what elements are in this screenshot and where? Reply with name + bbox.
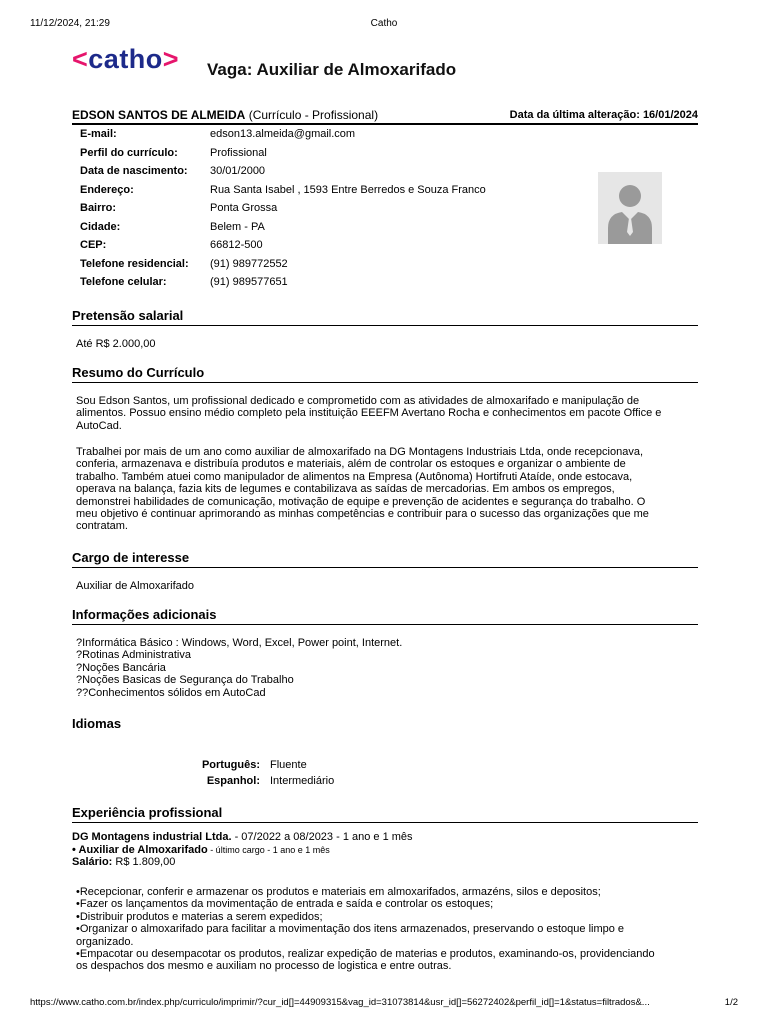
footer-url: https://www.catho.com.br/index.php/curriculo/imprimir/?cur_id[]=44909315&vag_id=31073814&usr_id[]=56272402&perfil_id[]=1&status=filtrados&... xyxy=(30,997,650,1008)
duties-list xyxy=(76,886,655,973)
language-level: Fluente xyxy=(270,759,307,771)
print-datetime: 11/12/2024, 21:29 xyxy=(30,18,110,29)
info-value: 66812-500 xyxy=(210,239,263,251)
info-label: Data de nascimento: xyxy=(80,165,188,177)
summary-paragraph-1 xyxy=(76,395,661,432)
section-additional-heading: Informações adicionais xyxy=(72,607,698,625)
info-value: Belem - PA xyxy=(210,220,265,233)
info-value: Rua Santa Isabel , 1593 Entre Berredos e Souza Franco xyxy=(210,183,486,196)
summary-line: demonstrei habilidades de comunicação, motivação de equipe e prevenção de acidentes e segurança do trabalho. O xyxy=(76,495,646,508)
summary-line: Sou Edson Santos, um profissional dedicado e comprometido com as atividades de almoxarifado e manipulação de xyxy=(76,395,640,407)
additional-list xyxy=(76,637,402,699)
info-row-district xyxy=(80,202,486,221)
role-note: - último cargo - 1 ano e 1 mês xyxy=(207,844,330,855)
duty-item: organizado. xyxy=(76,935,134,948)
experience-role-row xyxy=(72,844,413,857)
info-label: Bairro: xyxy=(80,202,117,214)
print-header xyxy=(30,18,738,32)
summary-line: alimentos. Possuo ensino médio completo pela instituição EEEFM Avertano Rocha e conhecimentos em pacote Office e xyxy=(76,407,662,420)
experience-entry xyxy=(72,831,413,869)
job-title: Vaga: Auxiliar de Almoxarifado xyxy=(207,60,457,79)
candidate-header xyxy=(72,108,698,125)
section-salary-heading: Pretensão salarial xyxy=(72,308,698,326)
language-level: Intermediário xyxy=(270,775,335,787)
info-row-birthdate xyxy=(80,165,486,184)
person-avatar-icon xyxy=(598,172,662,244)
logo-left-chevron: < xyxy=(72,44,89,74)
duty-item: •Distribuir produtos e materias a serem expedidos; xyxy=(76,910,323,923)
language-name: Português: xyxy=(201,759,260,771)
candidate-name: EDSON SANTOS DE ALMEIDA xyxy=(72,108,246,122)
summary-paragraph-2 xyxy=(76,446,649,533)
experience-company-row xyxy=(72,831,413,844)
info-label: Cidade: xyxy=(80,220,121,233)
duty-item: •Fazer os lançamentos da movimentação de entrada e saída e controlar os estoques; xyxy=(76,898,494,911)
info-value: (91) 989772552 xyxy=(210,257,288,270)
section-languages-heading: Idiomas xyxy=(72,716,122,731)
duty-item: •Organizar o almoxarifado para facilitar a movimentação dos itens armazenados, preservando o estoque limpo e xyxy=(76,923,625,936)
info-value: edson13.almeida@gmail.com xyxy=(210,128,356,140)
catho-logo xyxy=(72,44,179,75)
section-experience-heading: Experiência profissional xyxy=(72,805,698,823)
info-value: (91) 989577651 xyxy=(210,276,288,288)
info-row-profile xyxy=(80,147,486,166)
summary-line: Trabalhei por mais de um ano como auxiliar de almoxarifado na DG Montagens Industriais Ltda, onde recepcionava, xyxy=(76,446,644,458)
info-value: Ponta Grossa xyxy=(210,202,278,214)
experience-salary: R$ 1.809,00 xyxy=(112,856,176,868)
info-row-home-phone xyxy=(80,258,486,277)
additional-item: ?Informática Básico : Windows, Word, Excel, Power point, Internet. xyxy=(76,637,403,649)
info-label: Telefone residencial: xyxy=(80,257,189,270)
info-row-zip xyxy=(80,239,486,258)
last-update: Data da última alteração: 16/01/2024 xyxy=(509,109,698,121)
info-value: Profissional xyxy=(210,146,267,159)
info-row-address xyxy=(80,184,486,203)
info-label: Perfil do currículo: xyxy=(80,146,178,159)
section-interest-heading: Cargo de interesse xyxy=(72,550,698,568)
role-title: • Auxiliar de Almoxarifado xyxy=(72,843,208,856)
logo-right-chevron: > xyxy=(162,44,180,74)
profile-photo-placeholder xyxy=(598,172,662,244)
print-title: Catho xyxy=(370,18,398,29)
info-row-mobile-phone xyxy=(80,276,486,295)
summary-line: operava na balança, fazia kits de legumes e contabilizava as saídas de mercadorias. Em ambos os empregos, xyxy=(76,483,615,496)
additional-item: ??Conhecimentos sólidos em AutoCad xyxy=(76,686,266,699)
info-label: E-mail: xyxy=(80,128,117,140)
summary-line: contratam. xyxy=(76,520,128,533)
additional-item: ?Noções Bancária xyxy=(76,661,166,674)
interest-value: Auxiliar de Almoxarifado xyxy=(76,580,195,592)
language-name: Espanhol: xyxy=(206,775,260,787)
info-value: 30/01/2000 xyxy=(210,165,266,177)
profile-type: (Currículo - Profissional) xyxy=(248,108,379,122)
duty-item: •Recepcionar, conferir e armazenar os produtos e materiais em almoxarifados, armazéns, silos e depositos; xyxy=(76,886,601,898)
info-label: Telefone celular: xyxy=(80,276,167,288)
additional-item: ?Noções Basicas de Segurança do Trabalho xyxy=(76,674,294,687)
additional-item: ?Rotinas Administrativa xyxy=(76,649,191,662)
summary-line: trabalho. Também atuei como manipulador de alimentos na Empresa (Autônoma) Hortifruti Ataíde, onde estocava, xyxy=(76,470,633,483)
page-number: 1/2 xyxy=(724,997,738,1008)
info-row-email xyxy=(80,128,486,147)
language-row xyxy=(160,775,334,791)
duty-item: os despachos dos mesmo e auxiliam no processo de logistica e entre outras. xyxy=(76,960,452,973)
summary-line: AutoCad. xyxy=(76,419,122,432)
info-label: CEP: xyxy=(80,239,107,251)
experience-period: - 07/2022 a 08/2023 - 1 ano e 1 mês xyxy=(231,831,413,843)
language-row xyxy=(160,759,334,775)
company-name: DG Montagens industrial Ltda. xyxy=(72,831,232,843)
summary-line: conferia, armazenava e distribuía produtos e materiais, além de controlar os estoques e organizar o ambiente de xyxy=(76,458,626,471)
logo-word: catho xyxy=(88,44,163,74)
info-label: Endereço: xyxy=(80,183,134,196)
experience-salary-row xyxy=(72,856,413,869)
languages-list xyxy=(160,759,334,791)
salary-value: Até R$ 2.000,00 xyxy=(76,338,156,350)
duty-item: •Empacotar ou desempacotar os produtos, realizar expedição de materias e produtos, examinando-os, providenciando xyxy=(76,948,655,961)
info-row-city xyxy=(80,221,486,240)
personal-info xyxy=(80,128,486,295)
summary-line: meu objetivo é continuar aprimorando as minhas competências e contribuir para o sucesso das organizações que me xyxy=(76,508,649,521)
salary-label: Salário: xyxy=(72,856,113,868)
section-summary-heading: Resumo do Currículo xyxy=(72,365,698,383)
